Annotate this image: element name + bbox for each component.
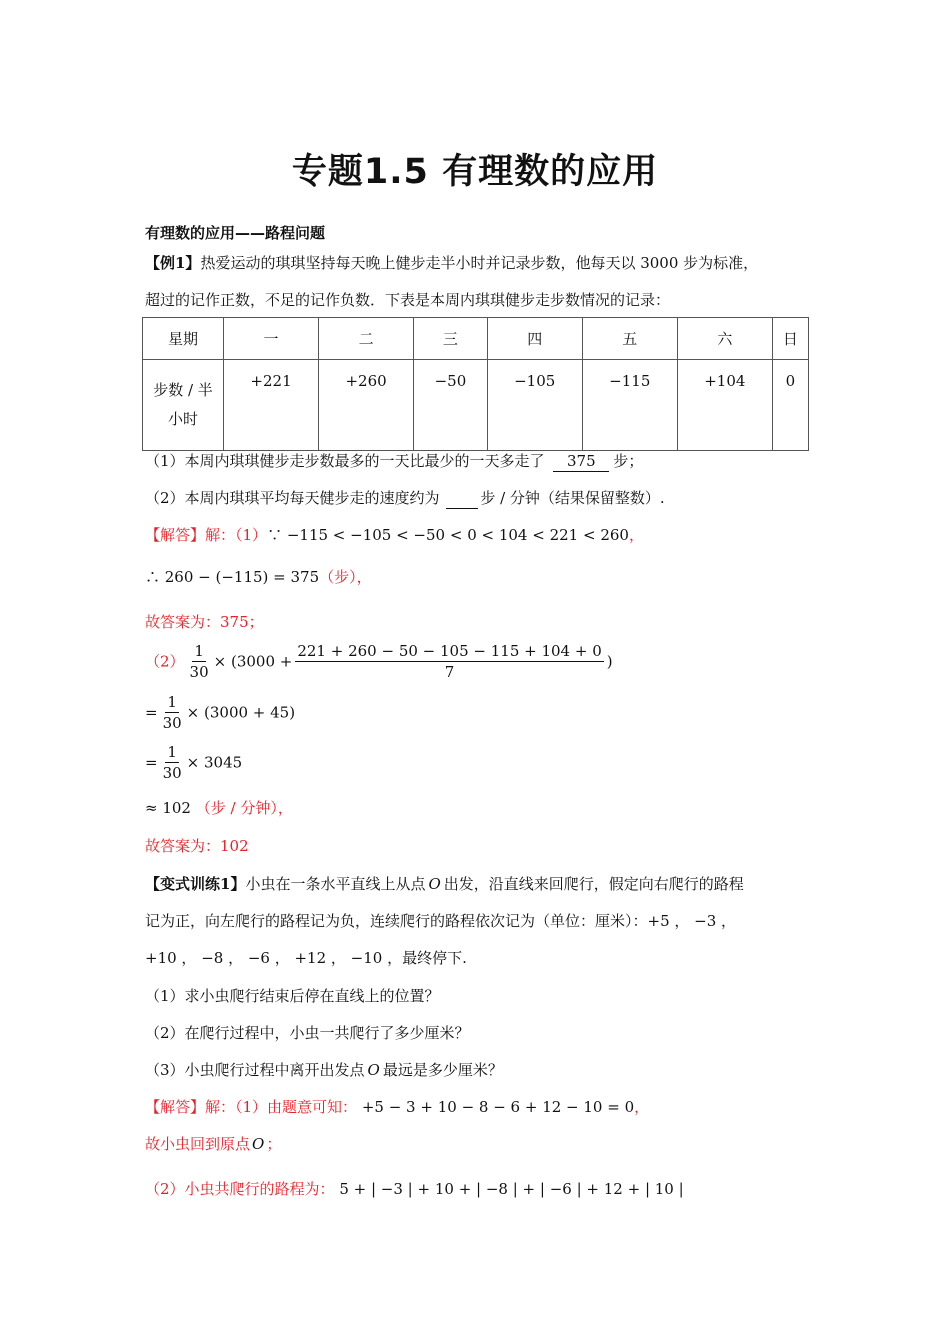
variant1-line2: 记为正，向左爬行的路程记为负，连续爬行的路程依次记为（单位：厘米）：+5 ， −3 ，	[145, 912, 737, 930]
fraction-numerator: 1	[194, 642, 204, 660]
solution-text: 解：（1）由题意可知：	[205, 1098, 358, 1116]
fraction-denominator: 7	[444, 663, 455, 681]
conclusion-text: 故小虫回到原点	[145, 1135, 251, 1153]
row-label-line2: 小时	[167, 410, 198, 428]
variant1-line3: +10 ， −8 ， −6 ， +12 ， −10 ，最终停下.	[145, 949, 467, 967]
answer2: 故答案为：102	[145, 837, 249, 855]
solution-intro: 解：（1）	[205, 526, 268, 544]
table-values-row	[143, 360, 809, 451]
variant-text: 小虫在一条水平直线上从点	[245, 875, 426, 893]
variant-text: 出发，沿直线来回爬行，假定向右爬行的路程	[443, 875, 744, 893]
fraction-denominator: 30	[162, 764, 182, 782]
variant-solution2	[145, 1179, 684, 1199]
table-cell: 0	[772, 360, 808, 451]
page-title: 专题1.5 有理数的应用	[291, 152, 659, 192]
step-expression: × 3045	[186, 753, 243, 772]
fraction-numerator: 221 + 260 − 50 − 105 − 115 + 104 + 0	[297, 642, 602, 660]
step-label: （2）	[145, 652, 185, 671]
solution1-line	[145, 525, 644, 545]
solution-text: （2）小虫共爬行的路程为：	[145, 1180, 335, 1198]
table-day: 一	[224, 318, 319, 360]
table-day: 日	[772, 318, 808, 360]
question3-text: 最远是多少厘米？	[382, 1061, 503, 1079]
table-cell: −115	[582, 360, 677, 451]
table-cell: +260	[319, 360, 414, 451]
fraction-numerator: 1	[167, 743, 177, 761]
variant1-line1	[145, 874, 744, 894]
table-cell: −50	[414, 360, 488, 451]
solution-punct: ，	[628, 526, 644, 544]
variant-question3	[145, 1060, 503, 1080]
table-day: 二	[319, 318, 414, 360]
solution-punct: ，	[634, 1098, 650, 1116]
example1-text1: 热爱运动的琪琪坚持每天晚上健步走半小时并记录步数，他每天以 3000 步为标准，	[200, 254, 759, 272]
table-day: 三	[414, 318, 488, 360]
step-expression: × (3000 + 45)	[186, 703, 296, 722]
solution2-step1	[145, 641, 613, 682]
question2-blank	[446, 488, 478, 509]
step-close-paren: )	[606, 652, 613, 671]
question2-unit: 步 / 分钟（结果保留整数）.	[480, 489, 665, 507]
variant-question1: （1）求小虫爬行结束后停在直线上的位置？	[145, 987, 440, 1005]
solution-calculation: ∴ 260 − (−115) = 375	[145, 568, 320, 586]
equals-sign: =	[145, 703, 158, 722]
table-day: 五	[582, 318, 677, 360]
solution-equation: +5 − 3 + 10 − 8 − 6 + 12 − 10 = 0	[361, 1098, 635, 1116]
approx-unit: （步 / 分钟），	[195, 799, 293, 817]
fraction-numerator: 1	[167, 693, 177, 711]
solution1-calc	[145, 567, 372, 587]
step-expression: × (3000 +	[213, 652, 293, 671]
point-o-label: O	[428, 875, 441, 893]
variant-question2: （2）在爬行过程中，小虫一共爬行了多少厘米？	[145, 1024, 470, 1042]
steps-table	[142, 317, 809, 451]
question1	[145, 451, 643, 472]
table-cell: +221	[224, 360, 319, 451]
conclusion-punct: ；	[266, 1135, 282, 1153]
fraction-one-thirtieth	[188, 641, 211, 682]
table-cell: −105	[487, 360, 582, 451]
point-o-label: O	[252, 1135, 265, 1153]
approx-value: ≈ 102	[145, 799, 191, 817]
section-heading: 有理数的应用——路程问题	[145, 224, 326, 242]
example1-line2: 超过的记作正数，不足的记作负数．下表是本周内琪琪健步走步数情况的记录：	[145, 291, 671, 309]
variant-conclusion	[145, 1134, 281, 1154]
table-row-label	[143, 360, 224, 451]
question1-text: （1）本周内琪琪健步走步数最多的一天比最少的一天多走了	[145, 452, 545, 470]
question1-answer: 375	[553, 451, 609, 472]
question2	[145, 488, 665, 509]
fraction-denominator: 30	[189, 663, 209, 681]
example1-line1	[145, 253, 758, 273]
solution2-step3	[145, 742, 242, 783]
solution2-approx	[145, 798, 293, 818]
solution-unit: （步），	[319, 568, 372, 586]
table-day: 六	[677, 318, 772, 360]
table-cell: +104	[677, 360, 772, 451]
solution2-step2	[145, 692, 295, 733]
solution-inequality: ∵ −115 < −105 < −50 < 0 < 104 < 221 < 260	[267, 526, 629, 544]
example1-tag: 【例1】	[145, 254, 201, 272]
fraction-average	[295, 641, 603, 682]
fraction-one-thirtieth	[161, 742, 184, 783]
solution-equation: 5 + | −3 | + 10 + | −8 | + | −6 | + 12 + | 10 |	[339, 1180, 684, 1198]
variant-tag: 【变式训练1】	[145, 875, 246, 893]
variant-solution1	[145, 1097, 649, 1117]
equals-sign: =	[145, 753, 158, 772]
table-header-row	[143, 318, 809, 360]
fraction-one-thirtieth	[161, 692, 184, 733]
answer1: 故答案为：375；	[145, 613, 264, 631]
solution-tag: 【解答】	[145, 1098, 206, 1116]
table-day: 四	[487, 318, 582, 360]
question3-text: （3）小虫爬行过程中离开出发点	[145, 1061, 365, 1079]
question2-text: （2）本周内琪琪平均每天健步走的速度约为	[145, 489, 440, 507]
row-label-line1: 步数 / 半	[153, 381, 213, 399]
solution-tag: 【解答】	[145, 526, 206, 544]
point-o-label: O	[367, 1061, 380, 1079]
fraction-denominator: 30	[162, 714, 182, 732]
table-header-label: 星期	[143, 318, 224, 360]
question1-unit: 步；	[613, 452, 644, 470]
